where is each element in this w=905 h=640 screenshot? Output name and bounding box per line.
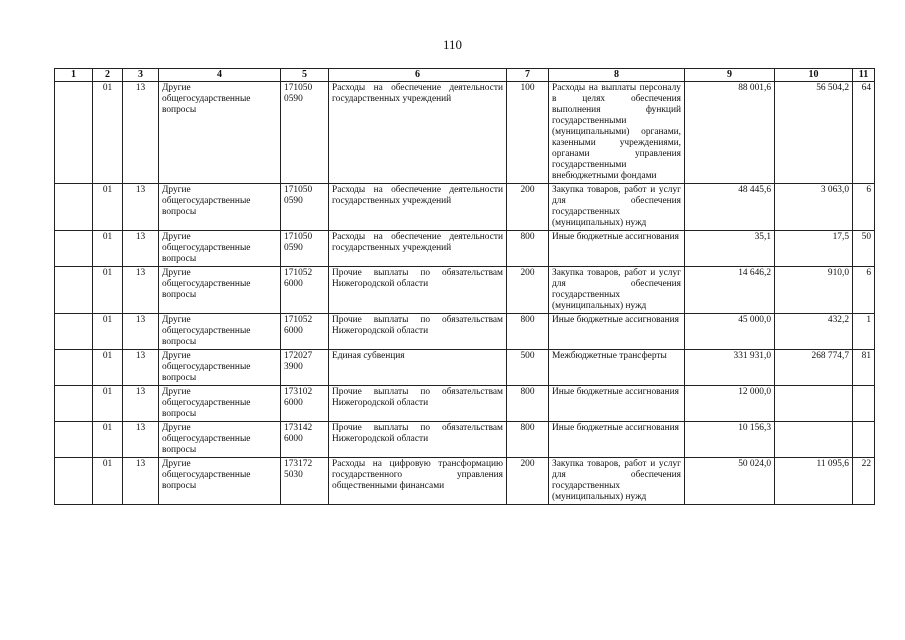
cell-actual-amount [775,422,853,458]
cell-actual-amount: 11 095,6 [775,458,853,505]
table-row [55,184,875,231]
cell-index [55,231,93,267]
cell-index [55,350,93,386]
cell-expense-name: Прочие выплаты по обязательствам Нижегородской области [329,386,507,422]
cell-actual-amount: 17,5 [775,231,853,267]
column-header: 10 [775,69,853,82]
cell-subsection: 13 [123,267,159,314]
column-header: 5 [281,69,329,82]
cell-expense-type-code: 800 [507,314,549,350]
table-row [55,386,875,422]
column-header: 4 [159,69,281,82]
cell-expense-type-name: Закупка товаров, работ и услуг для обеспечения государственных (муниципальных) нужд [549,184,685,231]
cell-percent: 50 [853,231,875,267]
cell-expense-type-code: 800 [507,386,549,422]
cell-expense-type-code: 800 [507,422,549,458]
cell-section-name: Другие общегосударственные вопросы [159,350,281,386]
cell-target-code: 171050 0590 [281,184,329,231]
cell-section-name: Другие общегосударственные вопросы [159,267,281,314]
cell-subsection: 13 [123,231,159,267]
cell-target-code: 173142 6000 [281,422,329,458]
cell-plan-amount: 45 000,0 [685,314,775,350]
cell-section: 01 [93,350,123,386]
cell-expense-name: Расходы на обеспечение деятельности государственных учреждений [329,82,507,184]
column-header: 8 [549,69,685,82]
cell-actual-amount: 3 063,0 [775,184,853,231]
column-header: 11 [853,69,875,82]
cell-expense-name: Прочие выплаты по обязательствам Нижегородской области [329,314,507,350]
cell-index [55,386,93,422]
cell-percent: 64 [853,82,875,184]
cell-subsection: 13 [123,422,159,458]
cell-expense-type-name: Иные бюджетные ассигнования [549,314,685,350]
cell-target-code: 173102 6000 [281,386,329,422]
cell-expense-type-name: Закупка товаров, работ и услуг для обеспечения государственных (муниципальных) нужд [549,267,685,314]
cell-actual-amount: 56 504,2 [775,82,853,184]
column-header: 3 [123,69,159,82]
cell-section: 01 [93,82,123,184]
cell-section-name: Другие общегосударственные вопросы [159,314,281,350]
cell-index [55,314,93,350]
cell-section: 01 [93,422,123,458]
cell-section: 01 [93,314,123,350]
cell-section: 01 [93,184,123,231]
cell-plan-amount: 48 445,6 [685,184,775,231]
cell-expense-type-code: 500 [507,350,549,386]
cell-subsection: 13 [123,386,159,422]
cell-subsection: 13 [123,184,159,231]
cell-expense-type-code: 100 [507,82,549,184]
cell-expense-type-code: 200 [507,267,549,314]
cell-plan-amount: 10 156,3 [685,422,775,458]
cell-expense-type-name: Закупка товаров, работ и услуг для обеспечения государственных (муниципальных) нужд [549,458,685,505]
cell-actual-amount [775,386,853,422]
cell-expense-type-name: Иные бюджетные ассигнования [549,231,685,267]
cell-expense-type-code: 200 [507,184,549,231]
cell-index [55,82,93,184]
cell-target-code: 171052 6000 [281,314,329,350]
cell-index [55,422,93,458]
cell-section-name: Другие общегосударственные вопросы [159,458,281,505]
column-header: 2 [93,69,123,82]
cell-expense-name: Прочие выплаты по обязательствам Нижегородской области [329,422,507,458]
cell-percent [853,386,875,422]
cell-section: 01 [93,231,123,267]
cell-percent: 6 [853,184,875,231]
table-row [55,314,875,350]
cell-index [55,184,93,231]
cell-target-code: 171050 0590 [281,231,329,267]
table-row [55,267,875,314]
cell-expense-type-name: Расходы на выплаты персоналу в целях обеспечения выполнения функций государственными (муниципальными) органами, казенными учреждениями, органами управления государственными внебюджетными фондами [549,82,685,184]
cell-expense-type-code: 800 [507,231,549,267]
cell-target-code: 171050 0590 [281,82,329,184]
cell-plan-amount: 12 000,0 [685,386,775,422]
page-number: 110 [442,37,463,52]
cell-target-code: 173172 5030 [281,458,329,505]
cell-expense-name: Прочие выплаты по обязательствам Нижегородской области [329,267,507,314]
cell-percent [853,422,875,458]
column-header: 9 [685,69,775,82]
cell-percent: 22 [853,458,875,505]
cell-section-name: Другие общегосударственные вопросы [159,386,281,422]
cell-actual-amount: 268 774,7 [775,350,853,386]
table-row [55,350,875,386]
cell-plan-amount: 88 001,6 [685,82,775,184]
cell-section-name: Другие общегосударственные вопросы [159,184,281,231]
cell-subsection: 13 [123,458,159,505]
table-row [55,422,875,458]
cell-plan-amount: 35,1 [685,231,775,267]
cell-section-name: Другие общегосударственные вопросы [159,231,281,267]
cell-expense-name: Единая субвенция [329,350,507,386]
cell-expense-type-code: 200 [507,458,549,505]
cell-subsection: 13 [123,314,159,350]
cell-plan-amount: 331 931,0 [685,350,775,386]
cell-section-name: Другие общегосударственные вопросы [159,82,281,184]
cell-expense-type-name: Иные бюджетные ассигнования [549,422,685,458]
cell-actual-amount: 910,0 [775,267,853,314]
cell-percent: 6 [853,267,875,314]
cell-section: 01 [93,386,123,422]
cell-expense-type-name: Межбюджетные трансферты [549,350,685,386]
cell-section: 01 [93,458,123,505]
table-row [55,458,875,505]
cell-subsection: 13 [123,350,159,386]
budget-table [54,68,875,505]
column-header: 7 [507,69,549,82]
column-header: 1 [55,69,93,82]
cell-subsection: 13 [123,82,159,184]
cell-section-name: Другие общегосударственные вопросы [159,422,281,458]
cell-expense-name: Расходы на обеспечение деятельности государственных учреждений [329,231,507,267]
cell-percent: 1 [853,314,875,350]
cell-percent: 81 [853,350,875,386]
cell-expense-name: Расходы на обеспечение деятельности государственных учреждений [329,184,507,231]
cell-expense-type-name: Иные бюджетные ассигнования [549,386,685,422]
cell-index [55,458,93,505]
cell-expense-name: Расходы на цифровую трансформацию государственного управления общественными финансами [329,458,507,505]
cell-target-code: 172027 3900 [281,350,329,386]
cell-actual-amount: 432,2 [775,314,853,350]
table-body [55,82,875,505]
cell-plan-amount: 14 646,2 [685,267,775,314]
cell-index [55,267,93,314]
table-row [55,82,875,184]
cell-plan-amount: 50 024,0 [685,458,775,505]
header-row [55,69,875,82]
cell-section: 01 [93,267,123,314]
table-row [55,231,875,267]
column-header: 6 [329,69,507,82]
cell-target-code: 171052 6000 [281,267,329,314]
